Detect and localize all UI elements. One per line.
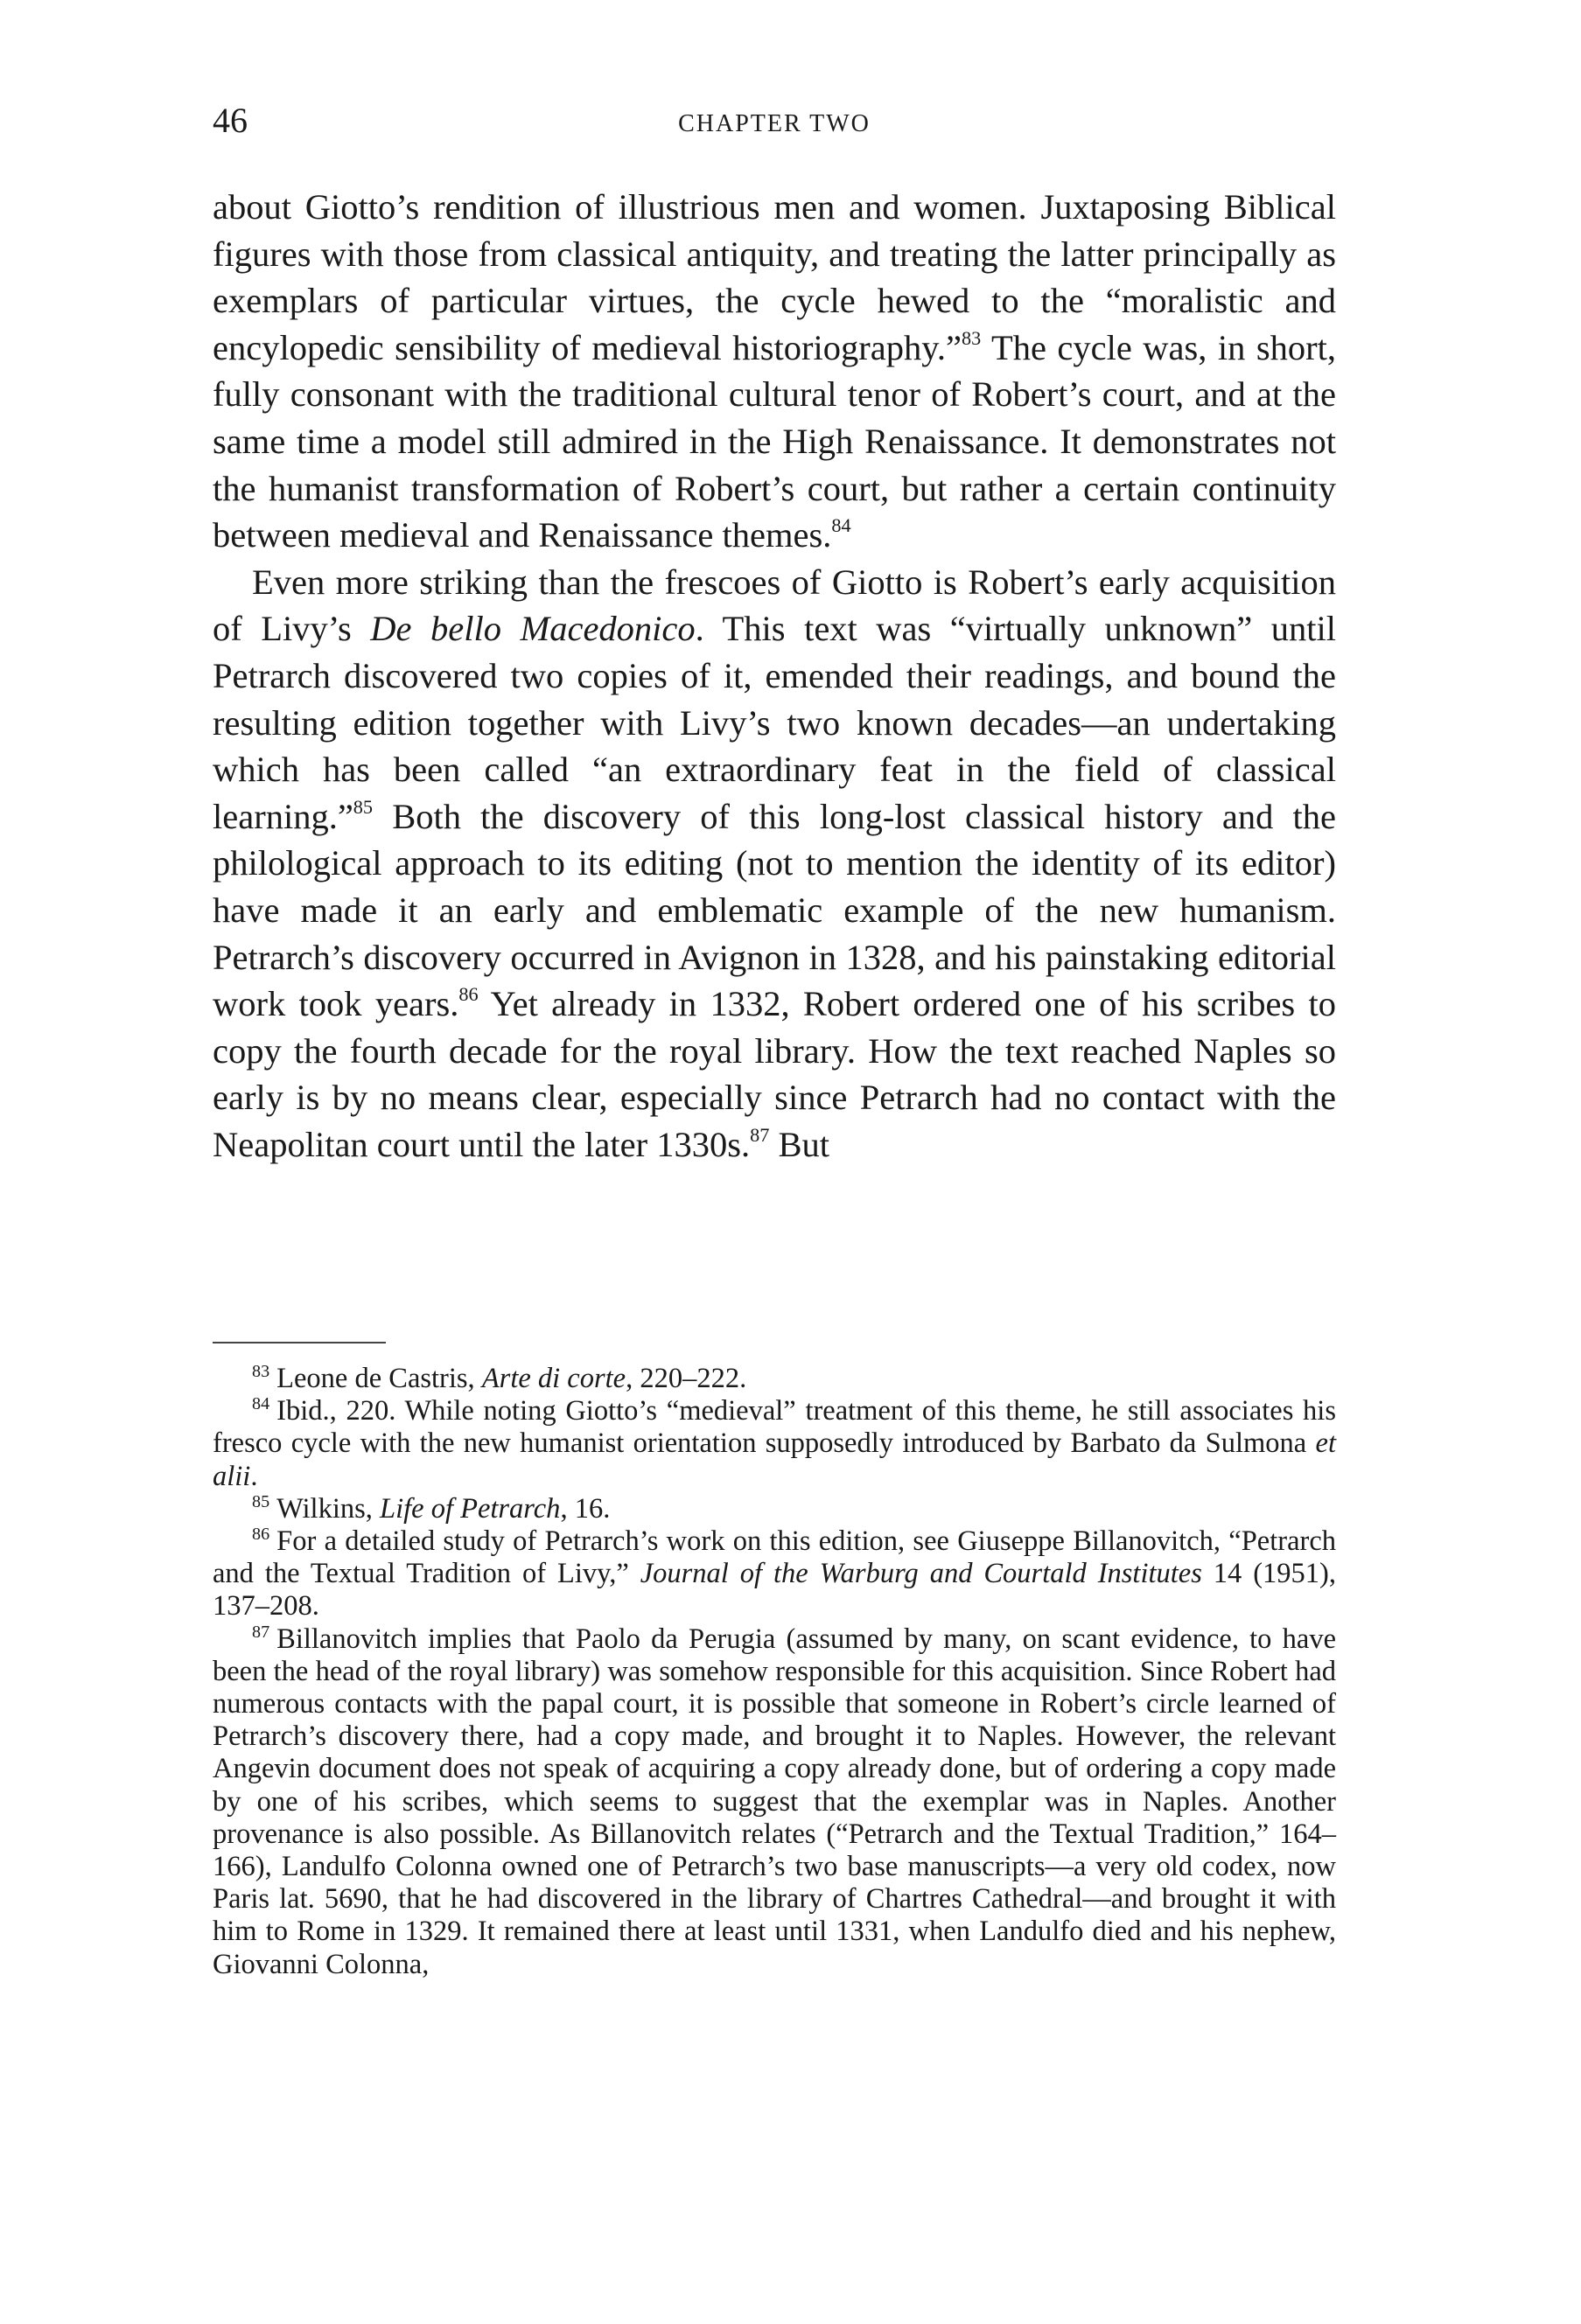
text-run: Leone de Castris, — [276, 1363, 482, 1394]
text-run: Both the discovery of this long-lost classical history and the philological approach to its editing (not to mention the identity of its editor) have made it an early and emblematic example of the new humanism. Petrarch’s discovery occurred in Avignon in 1328, and his painstaking editorial work took years. — [213, 796, 1336, 1024]
text-run: Yet already in 1332, Robert ordered one of his scribes to copy the fourth decade for the royal library. How the text reached Naples so early is by no means clear, especially since Petrarch had no contact with the Neapolitan court until the later 1330s. — [213, 984, 1336, 1164]
italic-title: Life of Petrarch — [380, 1492, 561, 1525]
chapter-title: CHAPTER TWO — [678, 110, 871, 137]
footnote-83 — [213, 1363, 1336, 1395]
text-run: Billanovitch implies that Paolo da Perugia (assumed by many, on scant evidence, to have been the head of the royal library) was somehow responsible for this acquisition. Since Robert had numerous contacts with the papal court, it is possible that someone in Robert’s circle learned of Petrarch’s discovery there, had a copy made, and brought it to Naples. However, the relevant Angevin document does not speak of acquiring a copy already done, but of ordering a copy made by one of his scribes, which seems to suggest that the exemplar was in Naples. Another provenance is also possible. As Billanovitch relates (“Petrarch and the Textual Tradition,” 164–166), Landulfo Colonna owned one of Petrarch’s two base manuscripts—a very old codex, now Paris lat. 5690, that he had discovered in the library of Chartres Cathedral—and brought it with him to Rome in 1329. It remained there at least until 1331, when Landulfo died and his nephew, Giovanni Colonna, — [213, 1623, 1336, 1980]
footnote-number: 85 — [252, 1491, 270, 1511]
main-text — [213, 184, 1336, 1168]
italic-title: et alii — [213, 1427, 1336, 1492]
text-run: But — [769, 1124, 829, 1164]
text-run: For a detailed study of Petrarch’s work on this edition, see Giuseppe Billanovitch, “Petrarch and the Textual Tradition of Livy,” — [213, 1525, 1336, 1590]
italic-title: Journal of the Warburg and Courtald Institutes — [640, 1558, 1202, 1590]
text-run: , 220–222. — [626, 1363, 747, 1394]
italic-title: Arte di corte — [481, 1363, 626, 1394]
paragraph — [213, 559, 1336, 1169]
text-run: . — [250, 1460, 258, 1492]
footnote-86 — [213, 1525, 1336, 1623]
text-run: , 16. — [560, 1492, 611, 1525]
italic-title: De bello Macedonico — [370, 609, 696, 649]
footnote-ref: 84 — [831, 514, 851, 537]
page-number: 46 — [213, 101, 248, 140]
footnote-divider — [213, 1342, 386, 1343]
paragraph — [213, 184, 1336, 559]
footnote-number: 87 — [252, 1622, 270, 1642]
footnotes — [213, 1363, 1336, 1981]
footnote-ref: 86 — [458, 983, 479, 1006]
footnote-ref: 87 — [750, 1124, 770, 1147]
footnote-ref: 85 — [353, 796, 374, 818]
text-run: 14 (1951), 137–208. — [213, 1558, 1336, 1623]
text-run: Ibid., 220. While noting Giotto’s “medieval” treatment of this theme, he still associates his fresco cycle with the new humanist orientation supposedly introduced by Barbato da Sulmona — [213, 1395, 1336, 1460]
text-run: The cycle was, in short, fully consonant with the traditional cultural tenor of Robert’s court, and at the same time a model still admired in the High Renaissance. It demonstrates not the humanist transformation of Robert’s court, but rather a certain continuity between medieval and Renaissance themes. — [213, 327, 1336, 555]
footnote-84 — [213, 1395, 1336, 1493]
text-run: about Giotto’s rendition of illustrious men and women. Juxtaposing Biblical figures with those from classical antiquity, and treating the latter principally as exemplars of particular virtues, the cycle hewed to the “moralistic and encylopedic sensibility of medieval historiography.” — [213, 187, 1336, 367]
text-run: Even more striking than the frescoes of Giotto is Robert’s early acquisition of Livy’s — [213, 562, 1336, 649]
text-run: Wilkins, — [276, 1492, 381, 1525]
text-run: . This text was “virtually unknown” until Petrarch discovered two copies of it, emended their readings, and bound the resulting edition together with Livy’s two known decades—an undertaking which has been called “an extraordinary feat in the field of classical learning.” — [213, 609, 1336, 836]
running-head — [213, 94, 1336, 147]
footnote-85 — [213, 1493, 1336, 1525]
footnote-number: 84 — [252, 1394, 270, 1414]
footnote-number: 86 — [252, 1525, 270, 1545]
footnote-87 — [213, 1623, 1336, 1981]
footnote-ref: 83 — [961, 327, 982, 350]
footnote-number: 83 — [252, 1362, 270, 1382]
